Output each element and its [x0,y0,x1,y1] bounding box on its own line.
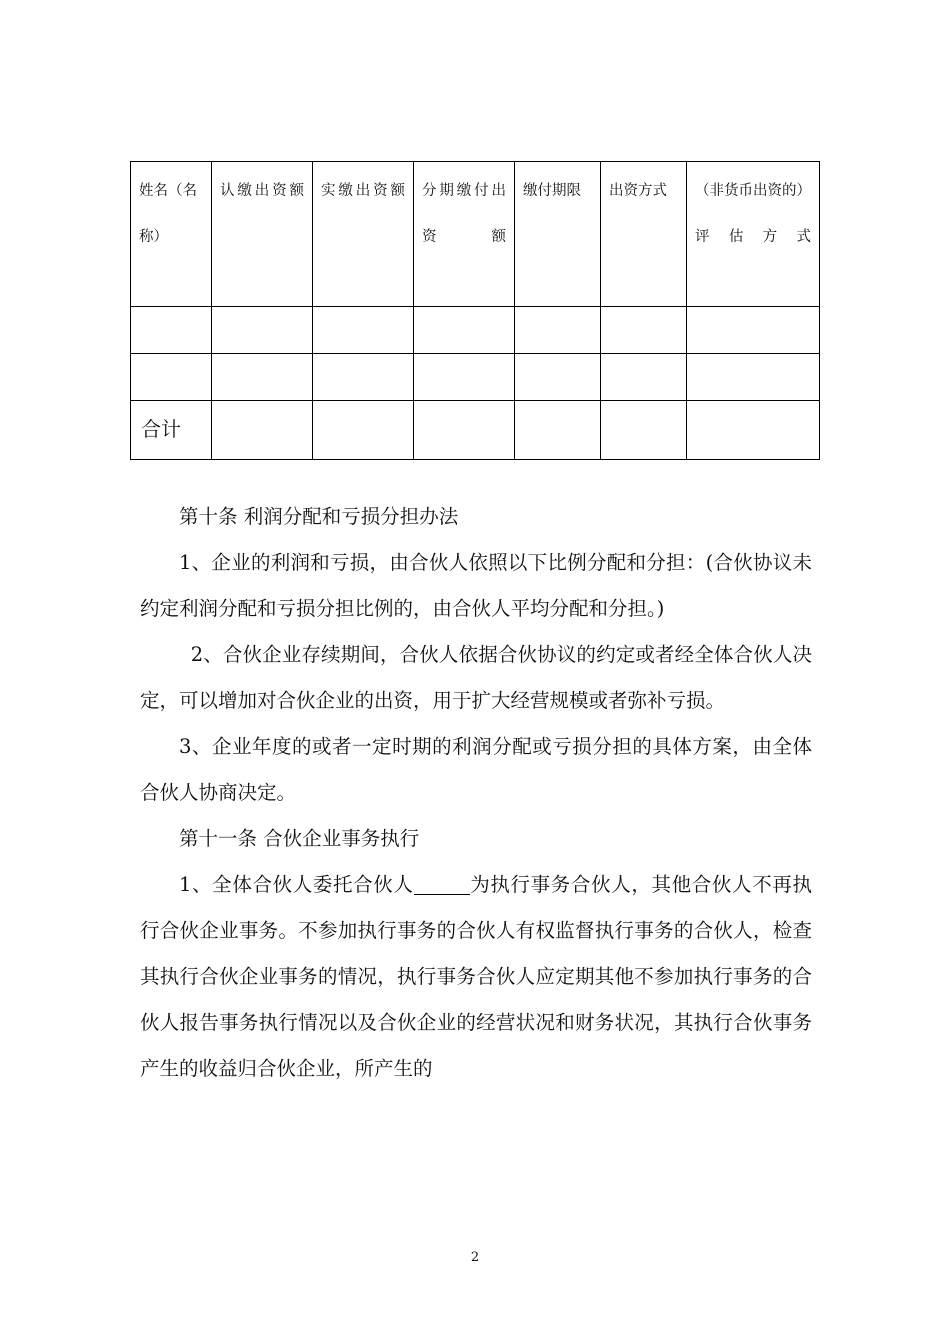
table-cell [601,401,687,460]
table-cell [414,354,515,401]
table-cell [414,401,515,460]
table-cell [414,307,515,354]
total-label: 合计 [131,401,212,460]
table-cell [687,354,820,401]
header-contribution-method: 出资方式 [601,162,687,307]
document-body [140,494,812,1092]
article-11-paragraph-1 [140,862,812,1092]
table-row [131,354,820,401]
table-cell [687,401,820,460]
article-11-paragraph-1-rest: 为执行事务合伙人，其他合伙人不再执行合伙企业事务。不参加执行事务的合伙人有权监督执行事务的合伙人，检查其执行合伙企业事务的情况，执行事务合伙人应定期其他不参加执行事务的合伙人报告事务执行情况以及合伙企业的经营状况和财务状况，其执行合伙事务产生的收益归合伙企业，所产生的 [140,873,812,1080]
table-cell [515,307,601,354]
article-10-paragraph-1: 1、企业的利润和亏损，由合伙人依照以下比例分配和分担：(合伙协议未约定利润分配和亏损分担比例的，由合伙人平均分配和分担。) [140,551,812,620]
table-cell [131,307,212,354]
header-payment-deadline: 缴付期限 [515,162,601,307]
table-cell [601,354,687,401]
table-cell [313,307,414,354]
page-number: 2 [470,1250,480,1265]
table-cell [687,307,820,354]
header-installment-amount: 分期缴付出资额 [414,162,515,307]
contribution-table [130,161,820,460]
table-cell [313,354,414,401]
table-cell [212,307,313,354]
header-subscribed-amount: 认缴出资额 [212,162,313,307]
table-cell [131,354,212,401]
table-cell [212,401,313,460]
table-cell [515,354,601,401]
article-10-heading: 第十条 利润分配和亏损分担办法 [179,505,459,528]
table-header-row [131,162,820,307]
article-11-heading: 第十一条 合伙企业事务执行 [179,827,420,850]
table-cell [313,401,414,460]
table-total-row [131,401,820,460]
article-11-paragraph-1-start: 1、全体合伙人委托合伙人 [179,873,414,896]
article-10-paragraph-3: 3、企业年度的或者一定时期的利润分配或亏损分担的具体方案，由全体合伙人协商决定。 [140,735,812,804]
header-name: 姓名（名称） [131,162,212,307]
header-paid-amount: 实缴出资额 [313,162,414,307]
article-10-paragraph-2: 2、合伙企业存续期间，合伙人依据合伙协议的约定或者经全体合伙人决定，可以增加对合伙企业的出资，用于扩大经营规模或者弥补亏损。 [140,643,812,712]
table-cell [601,307,687,354]
partner-name-blank [414,870,470,895]
table-row [131,307,820,354]
header-valuation-method: （非货币出资的）评估方式 [687,162,820,307]
table-cell [515,401,601,460]
table-cell [212,354,313,401]
